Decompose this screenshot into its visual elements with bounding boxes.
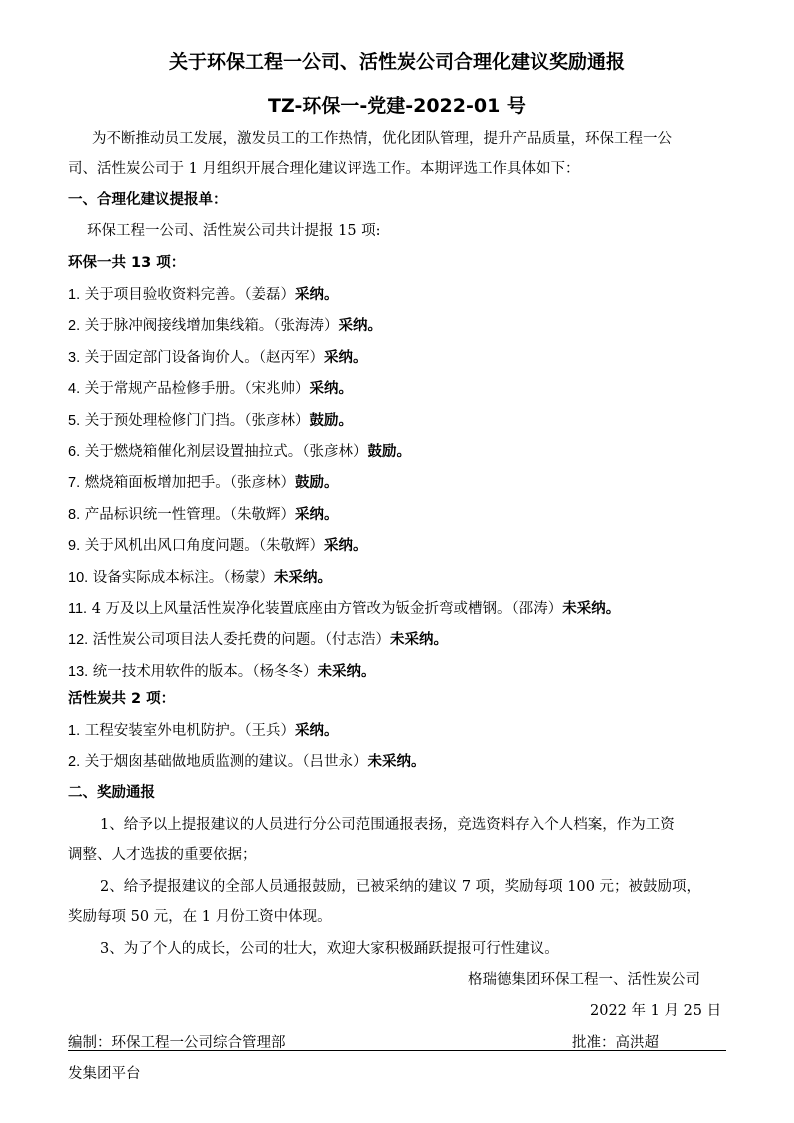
document-number: TZ-环保一-党建-2022-01 号 <box>268 95 526 117</box>
suggestion-text: 设备实际成本标注。（杨蒙） <box>92 569 275 586</box>
suggestion-item <box>68 662 376 682</box>
suggestion-text: 关于烟囱基础做地质监测的建议。（吕世永） <box>84 754 368 771</box>
section-2-heading: 二、奖励通报 <box>68 785 155 801</box>
suggestion-item <box>68 442 411 462</box>
suggestion-item <box>68 285 338 305</box>
reward-1-line-2: 调整、人才选拔的重要依据； <box>68 847 257 863</box>
suggestion-result: 采纳。 <box>338 318 382 335</box>
suggestion-result: 采纳。 <box>309 381 353 398</box>
suggestion-result: 采纳。 <box>323 349 368 366</box>
suggestion-result: 鼓励。 <box>309 412 353 429</box>
suggestion-result: 采纳。 <box>294 287 339 303</box>
suggestion-text: 燃烧箱面板增加把手。（张彦林） <box>84 475 295 492</box>
suggestion-text: 关于燃烧箱催化剂层设置抽拉式。（张彦林） <box>84 444 368 460</box>
suggestion-item <box>68 348 367 368</box>
suggestion-number: 1. <box>68 723 81 739</box>
suggestion-number: 2. <box>68 318 81 335</box>
signature-date: 2022 年 1 月 25 日 <box>590 1003 722 1019</box>
suggestion-result: 未采纳。 <box>390 632 449 649</box>
suggestion-text: 关于常规产品检修手册。（宋兆帅） <box>84 381 310 398</box>
suggestion-text: 4 万及以上风量活性炭净化装置底座由方管改为钣金折弯或槽钢。（邵涛） <box>91 601 563 617</box>
suggestion-number: 8. <box>68 506 81 523</box>
suggestion-number: 12. <box>68 632 89 649</box>
signature-org: 格瑞德集团环保工程一、活性炭公司 <box>468 972 700 988</box>
suggestion-number: 7. <box>68 475 81 492</box>
section-1-summary: 环保工程一公司、活性炭公司共计提报 15 项: <box>87 223 381 239</box>
suggestion-result: 鼓励。 <box>367 444 411 460</box>
suggestion-item <box>68 505 338 525</box>
suggestion-result: 采纳。 <box>294 506 339 523</box>
suggestion-number: 6. <box>68 444 81 460</box>
reward-2-line-1: 2、给予提报建议的全部人员通报鼓励，已被采纳的建议 7 项，奖励每项 100 元；被鼓励项， <box>100 879 702 895</box>
suggestion-result: 采纳。 <box>294 723 339 739</box>
suggestion-text: 活性炭公司项目法人委托费的问题。（付志浩） <box>92 632 391 649</box>
suggestion-item <box>68 752 425 772</box>
suggestion-item <box>68 379 353 399</box>
suggestion-item <box>68 599 620 619</box>
suggestion-item <box>68 721 338 741</box>
suggestion-number: 10. <box>68 569 89 586</box>
suggestion-text: 关于项目验收资料完善。（姜磊） <box>84 287 295 303</box>
suggestion-number: 2. <box>68 754 81 771</box>
suggestion-text: 产品标识统一性管理。（朱敬辉） <box>84 506 295 523</box>
suggestion-text: 关于预处理检修门门挡。（张彦林） <box>84 412 310 429</box>
suggestion-item <box>68 630 448 650</box>
suggestion-result: 未采纳。 <box>367 754 426 771</box>
suggestion-result: 未采纳。 <box>274 569 333 586</box>
suggestion-item <box>68 316 382 336</box>
suggestion-number: 3. <box>68 349 81 366</box>
footer-approved-by: 批准：高洪超 <box>572 1035 659 1051</box>
footer-distribution: 发集团平台 <box>68 1066 141 1082</box>
group-2-heading: 活性炭共 2 项： <box>68 691 176 707</box>
suggestion-item <box>68 536 367 556</box>
suggestion-result: 采纳。 <box>323 538 368 555</box>
suggestion-text: 关于固定部门设备询价人。（赵丙军） <box>84 349 324 366</box>
group-1-heading: 环保一共 13 项： <box>68 255 186 271</box>
suggestion-result: 鼓励。 <box>294 475 339 492</box>
section-1-heading: 一、合理化建议提报单： <box>68 192 228 208</box>
suggestion-number: 11. <box>68 601 88 617</box>
suggestion-number: 1. <box>68 287 81 303</box>
suggestion-number: 4. <box>68 381 81 398</box>
suggestion-item <box>68 411 353 431</box>
suggestion-text: 统一技术用软件的版本。（杨冬冬） <box>92 663 318 680</box>
intro-paragraph-line-1: 为不断推动员工发展，激发员工的工作热情，优化团队管理，提升产品质量，环保工程一公 <box>92 131 672 147</box>
document-title: 关于环保工程一公司、活性炭公司合理化建议奖励通报 <box>168 51 625 73</box>
suggestion-item <box>68 473 338 493</box>
suggestion-text: 工程安装室外电机防护。（王兵） <box>84 723 295 739</box>
suggestion-number: 5. <box>68 412 81 429</box>
suggestion-text: 关于风机出风口角度问题。（朱敬辉） <box>84 538 324 555</box>
suggestion-number: 13. <box>68 663 89 680</box>
reward-3: 3、为了个人的成长，公司的壮大，欢迎大家积极踊跃提报可行性建议。 <box>100 941 559 957</box>
footer-rule <box>68 1050 726 1051</box>
suggestion-result: 未采纳。 <box>317 663 376 680</box>
suggestion-result: 未采纳。 <box>562 601 621 617</box>
suggestion-item <box>68 568 332 588</box>
footer-prepared-by: 编制：环保工程一公司综合管理部 <box>68 1035 286 1051</box>
suggestion-text: 关于脉冲阀接线增加集线箱。（张海涛） <box>84 318 339 335</box>
intro-paragraph-line-2: 司、活性炭公司于 1 月组织开展合理化建议评选工作。本期评选工作具体如下： <box>68 161 580 177</box>
suggestion-number: 9. <box>68 538 81 555</box>
reward-1-line-1: 1、给予以上提报建议的人员进行分公司范围通报表扬，竞选资料存入个人档案，作为工资 <box>100 817 675 833</box>
reward-2-line-2: 奖励每项 50 元，在 1 月份工资中体现。 <box>68 909 332 925</box>
